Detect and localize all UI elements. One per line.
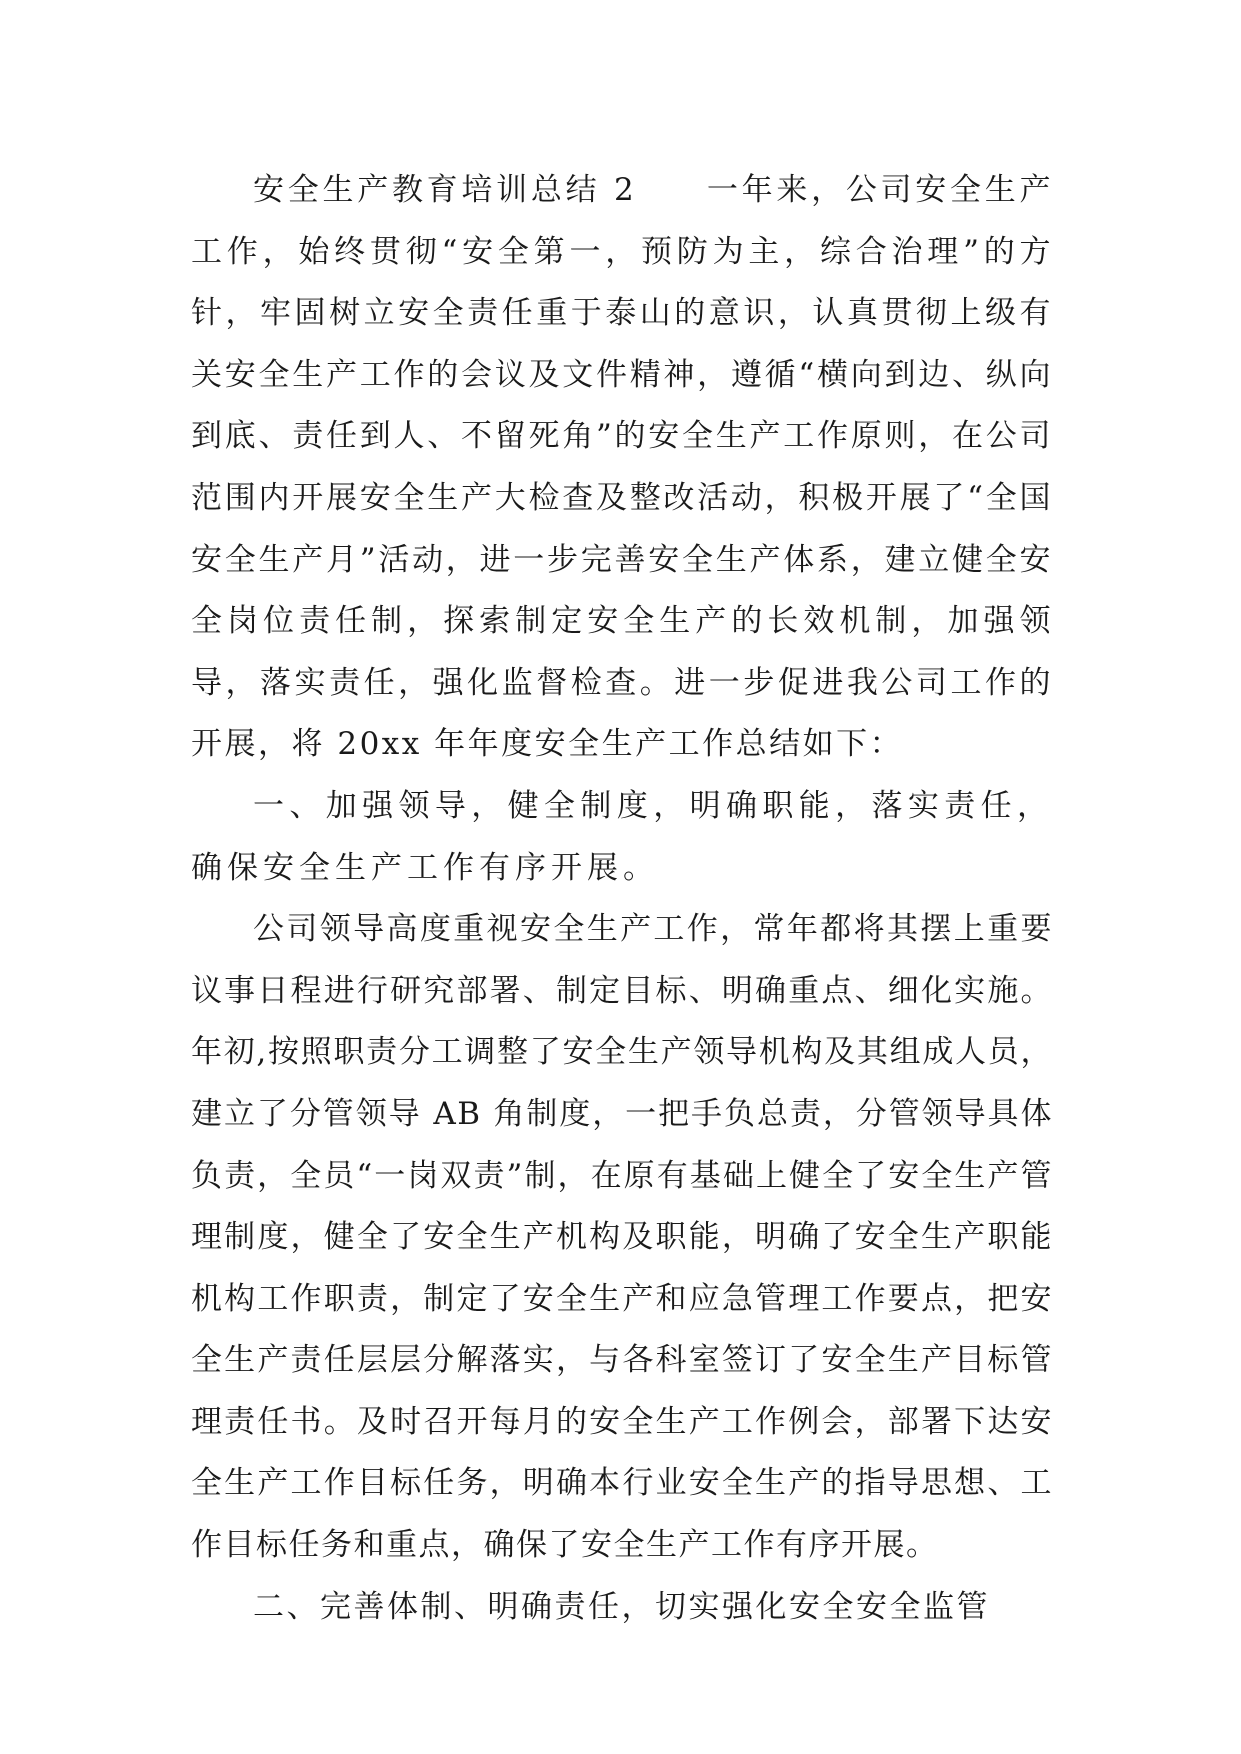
section-heading-2: 二、完善体制、明确责任，切实强化安全安全监管 [253, 1588, 990, 1625]
intro-paragraph: 安全生产教育培训总结 2 一年来，公司安全生产工作，始终贯彻“安全第一，预防为主，综合治理”的方针，牢固树立安全责任重于泰山的意识，认真贯彻上级有关安全生产工作的会议及文件精神，遵循“横向到边、纵向到底、责任到人、不留死角”的安全生产工作原则，在公司范围内开展安全生产大检查及整改活动，积极开展了“全国安全生产月”活动，进一步完善安全生产体系，建立健全安全岗位责任制，探索制定安全生产的长效机制，加强领导，落实责任，强化监督检查。进一步促进我公司工作的开展，将 20xx 年年度安全生产工作总结如下： [191, 172, 1053, 763]
document-page [191, 160, 1053, 1638]
section-heading-1: 一、加强领导，健全制度，明确职能，落实责任，确保安全生产工作有序开展。 [191, 787, 1053, 886]
body-paragraph: 公司领导高度重视安全生产工作，常年都将其摆上重要议事日程进行研究部署、制定目标、明确重点、细化实施。年初,按照职责分工调整了安全生产领导机构及其组成人员，建立了分管领导 AB 角制度，一把手负总责，分管领导具体负责，全员“一岗双责”制，在原有基础上健全了安全生产管理制度，健全了安全生产机构及职能，明确了安全生产职能机构工作职责，制定了安全生产和应急管理工作要点，把安全生产责任层层分解落实，与各科室签订了安全生产目标管理责任书。及时召开每月的安全生产工作例会，部署下达安全生产工作目标任务，明确本行业安全生产的指导思想、工作目标任务和重点，确保了安全生产工作有序开展。 [191, 911, 1053, 1564]
